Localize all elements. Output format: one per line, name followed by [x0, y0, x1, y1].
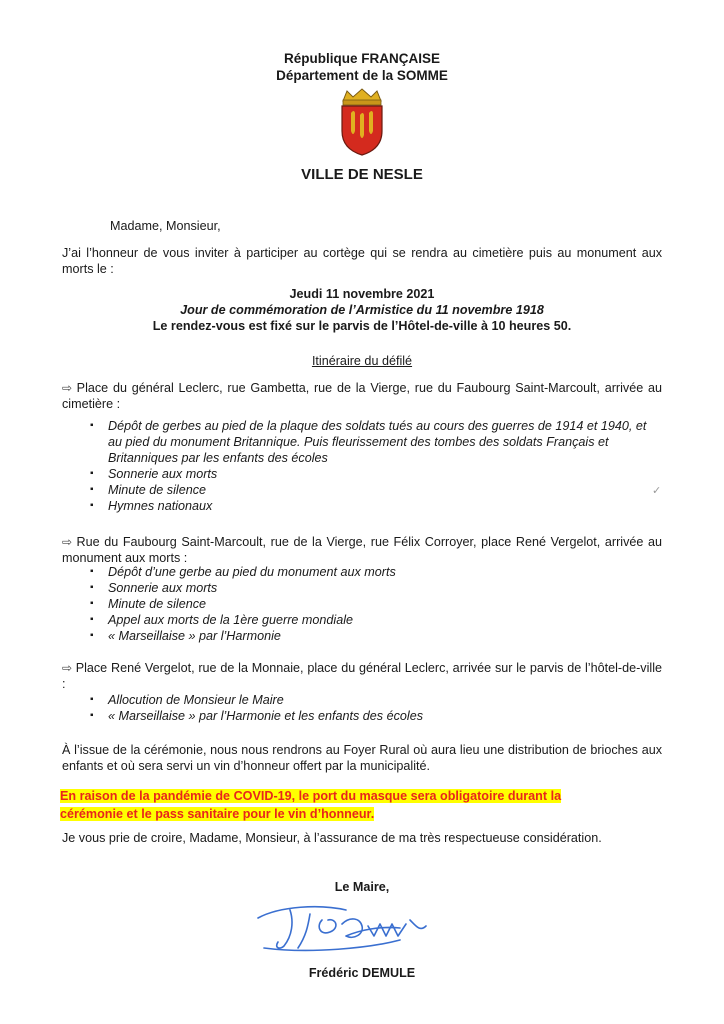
signature-role: Le Maire,: [334, 880, 390, 894]
stage-3-route: [62, 660, 662, 692]
list-item: ▪ Dépôt de gerbes au pied de la plaque des soldats tués au cours des guerres de 1914 et 1940, et au pied du monument Britannique. Puis fleurissement des tombes des soldats Français et Britanniques par les enfants des écoles: [90, 418, 660, 466]
stage-1-route-text: Place du général Leclerc, rue Gambetta, rue de la Vierge, rue du Faubourg Saint-Marcoult, arrivée au cimetière :: [62, 381, 662, 411]
town-name: VILLE DE NESLE: [301, 166, 423, 183]
check-mark-icon: ✓: [652, 485, 662, 497]
handwritten-signature: [250, 896, 450, 956]
salutation: Madame, Monsieur,: [110, 219, 221, 233]
stage-1-route: [62, 380, 662, 412]
header-department: Département de la SOMME: [276, 68, 448, 83]
covid-notice-line-1: En raison de la pandémie de COVID-19, le port du masque sera obligatoire durant la: [60, 789, 562, 803]
list-item: ▪ Minute de silence: [90, 482, 660, 498]
event-meeting: Le rendez-vous est fixé sur le parvis de l’Hôtel-de-ville à 10 heures 50.: [152, 319, 572, 333]
stage-1-items: [90, 418, 660, 514]
event-date: Jeudi 11 novembre 2021: [289, 287, 435, 301]
stage-2-items: [90, 564, 660, 644]
stage-2-route: [62, 534, 662, 566]
list-item: ▪ Dépôt d’une gerbe au pied du monument aux morts: [90, 564, 660, 580]
town-crest-icon: [337, 87, 387, 157]
header-republic: République FRANÇAISE: [283, 51, 440, 66]
list-item: ▪ Sonnerie aux morts: [90, 580, 660, 596]
arrow-right-icon: ⇨: [62, 535, 77, 549]
list-item: ▪ Allocution de Monsieur le Maire: [90, 692, 660, 708]
after-ceremony-text: À l’issue de la cérémonie, nous nous rendrons au Foyer Rural où aura lieu une distribution de brioches aux enfants et où sera servi un vin d’honneur offert par la municipalité.: [62, 743, 662, 773]
list-item: ▪ Minute de silence: [90, 596, 660, 612]
list-item: ▪ Appel aux morts de la 1ère guerre mondiale: [90, 612, 660, 628]
covid-notice-line-2: cérémonie et le pass sanitaire pour le vin d’honneur.: [60, 807, 375, 821]
stage-3-items: [90, 692, 660, 724]
signatory-name: Frédéric DEMULE: [308, 966, 416, 980]
arrow-right-icon: ⇨: [62, 381, 77, 395]
letter-header: [0, 50, 724, 84]
list-item: ▪ « Marseillaise » par l’Harmonie: [90, 628, 660, 644]
event-title: [62, 302, 662, 318]
arrow-right-icon: ⇨: [62, 661, 76, 675]
list-item: ▪ Hymnes nationaux: [90, 498, 660, 514]
event-title-text: Jour de commémoration de l’Armistice du 11 novembre 1918: [180, 303, 544, 317]
itinerary-title: Itinéraire du défilé: [311, 354, 413, 368]
covid-notice: [60, 787, 664, 823]
closing-formula: Je vous prie de croire, Madame, Monsieur, à l’assurance de ma très respectueuse considération.: [62, 831, 602, 845]
list-item: ▪ « Marseillaise » par l’Harmonie et les enfants des écoles: [90, 708, 660, 724]
stage-3-route-text: Place René Vergelot, rue de la Monnaie, place du général Leclerc, arrivée sur le parvis de l’hôtel-de-ville :: [62, 661, 662, 691]
invitation-intro: J’ai l’honneur de vous inviter à participer au cortège qui se rendra au cimetière puis au monument aux morts le :: [62, 246, 662, 276]
list-item: ▪ Sonnerie aux morts: [90, 466, 660, 482]
stage-2-route-text: Rue du Faubourg Saint-Marcoult, rue de la Vierge, rue Félix Corroyer, place René Vergelot, arrivée au monument aux morts :: [62, 535, 662, 565]
